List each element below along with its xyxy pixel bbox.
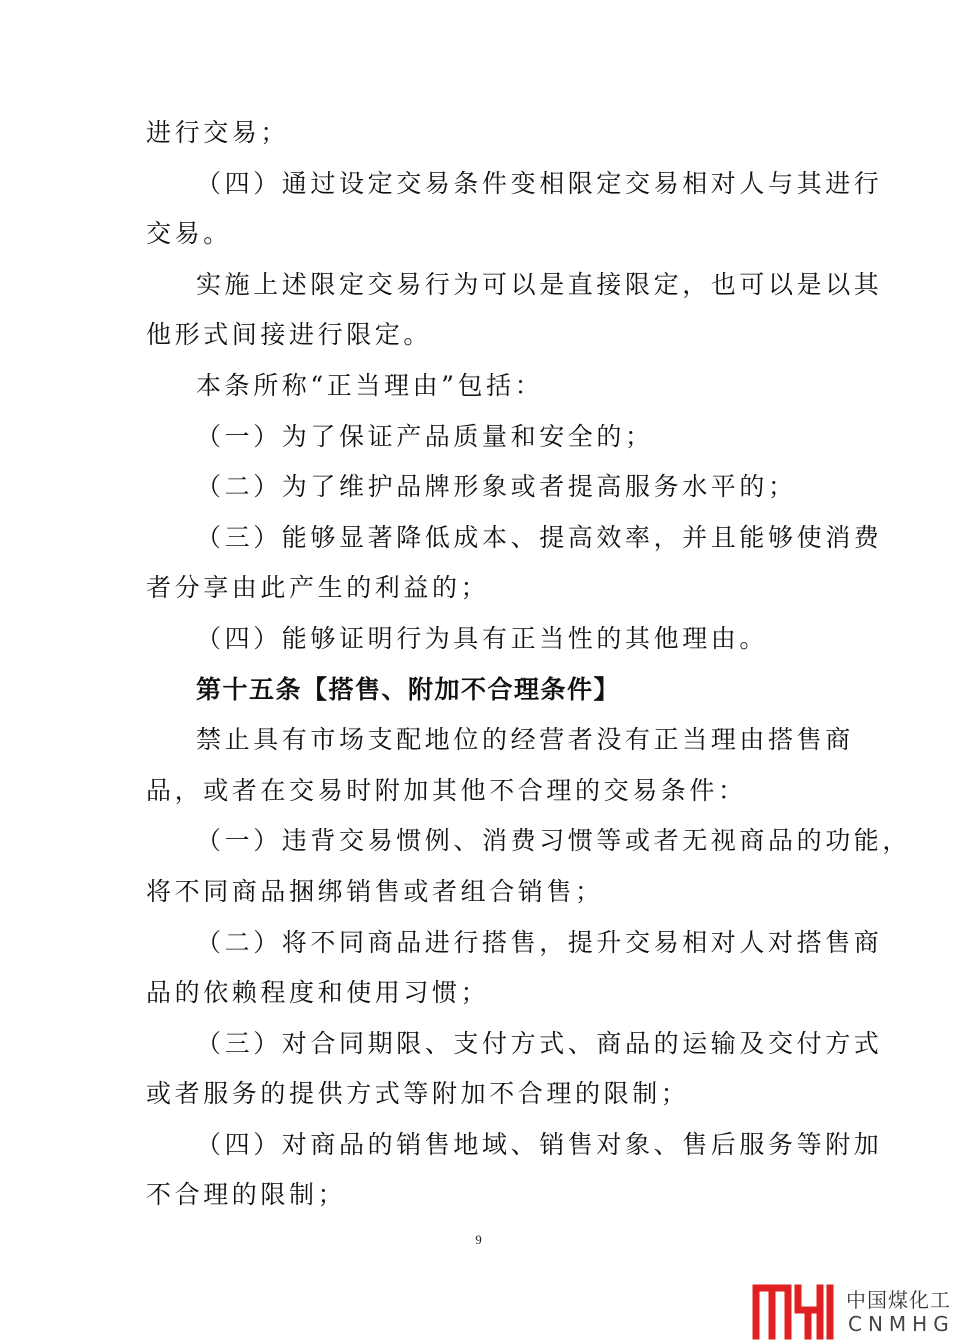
text-line: 禁止具有市场支配地位的经营者没有正当理由搭售商 bbox=[196, 725, 854, 755]
text-line: （四）对商品的销售地域、销售对象、售后服务等附加 bbox=[196, 1129, 883, 1159]
document-body bbox=[146, 108, 912, 1221]
text-line: 将不同商品捆绑销售或者组合销售； bbox=[146, 876, 604, 906]
text-line: （三）能够显著降低成本、提高效率，并且能够使消费 bbox=[196, 522, 883, 552]
watermark bbox=[750, 1280, 955, 1340]
text-line: （三）对合同期限、支付方式、商品的运输及交付方式 bbox=[196, 1028, 883, 1058]
watermark-cn-text: 中国煤化工 bbox=[846, 1288, 951, 1312]
text-line: （四）能够证明行为具有正当性的其他理由。 bbox=[196, 623, 769, 653]
text-line: （四）通过设定交易条件变相限定交易相对人与其进行 bbox=[196, 168, 883, 198]
page-number: 9 bbox=[475, 1232, 482, 1247]
text-line: 者分享由此产生的利益的； bbox=[146, 573, 490, 603]
text-line: 进行交易； bbox=[146, 118, 290, 147]
article-heading: 第十五条【搭售、附加不合理条件】 bbox=[196, 674, 621, 704]
text-line: 交易。 bbox=[146, 219, 232, 249]
watermark-logo-icon bbox=[750, 1280, 840, 1340]
text-line: （一）为了保证产品质量和安全的； bbox=[196, 421, 654, 451]
text-line: （二）为了维护品牌形象或者提高服务水平的； bbox=[196, 472, 797, 502]
text-line: 品的依赖程度和使用习惯； bbox=[146, 978, 490, 1008]
text-line: 不合理的限制； bbox=[146, 1180, 347, 1210]
text-line: 本条所称“正当理由”包括： bbox=[196, 370, 544, 400]
text-line: 他形式间接进行限定。 bbox=[146, 320, 433, 350]
text-line: （二）将不同商品进行搭售，提升交易相对人对搭售商 bbox=[196, 927, 883, 957]
text-line: （一）违背交易惯例、消费习惯等或者无视商品的功能， bbox=[196, 826, 912, 856]
text-line: 或者服务的提供方式等附加不合理的限制； bbox=[146, 1079, 690, 1109]
text-line: 实施上述限定交易行为可以是直接限定，也可以是以其 bbox=[196, 269, 883, 299]
text-line: 品，或者在交易时附加其他不合理的交易条件： bbox=[146, 775, 747, 805]
watermark-en-text: CNMHG bbox=[848, 1312, 955, 1336]
